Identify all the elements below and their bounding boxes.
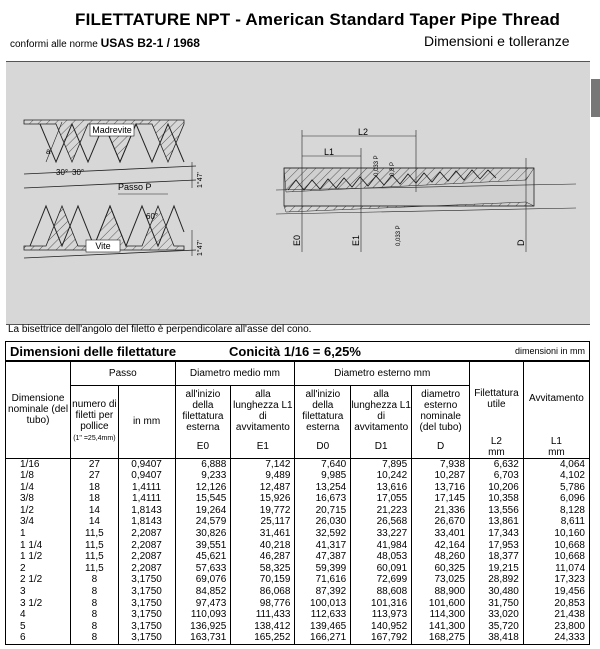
table-cell: 28,892 bbox=[470, 574, 524, 586]
table-cell: 114,300 bbox=[412, 609, 470, 621]
table-row bbox=[6, 505, 590, 517]
label-taper1: 1°47' bbox=[197, 172, 204, 188]
table-cell: 1,4111 bbox=[118, 482, 175, 494]
sym-l1-cell bbox=[523, 436, 589, 459]
unit-l2: mm bbox=[488, 446, 505, 458]
table-cell: 138,412 bbox=[231, 621, 295, 633]
table-cell: 42,164 bbox=[412, 540, 470, 552]
table-cell: 3,1750 bbox=[118, 586, 175, 598]
table-cell: 21,438 bbox=[523, 609, 589, 621]
table-row bbox=[6, 470, 590, 482]
sym-l1: L1 bbox=[550, 435, 562, 447]
table-cell: 86,068 bbox=[231, 586, 295, 598]
table-cell: 6,632 bbox=[470, 458, 524, 470]
table-cell: 84,852 bbox=[175, 586, 231, 598]
table-cell: 0,9407 bbox=[118, 458, 175, 470]
sym-d0: D0 bbox=[295, 436, 351, 459]
table-cell: 110,093 bbox=[175, 609, 231, 621]
label-l1: L1 bbox=[324, 147, 335, 157]
table-cell: 70,159 bbox=[231, 574, 295, 586]
table-cell: 87,392 bbox=[295, 586, 351, 598]
table-cell: 98,776 bbox=[231, 598, 295, 610]
table-cell: 3,1750 bbox=[118, 609, 175, 621]
col-e0-desc: all'inizio della filettatura esterna bbox=[175, 386, 231, 436]
table-cell: 33,020 bbox=[470, 609, 524, 621]
label-p2: 0,8 P bbox=[390, 161, 396, 176]
table-cell: 12,487 bbox=[231, 482, 295, 494]
table-cell: 1/4 bbox=[6, 482, 71, 494]
table-cell: 72,699 bbox=[351, 574, 412, 586]
table-cell: 139,465 bbox=[295, 621, 351, 633]
table-row bbox=[6, 621, 590, 633]
table-cell: 27 bbox=[71, 470, 119, 482]
table-cell: 18 bbox=[71, 482, 119, 494]
table-cell: 45,621 bbox=[175, 551, 231, 563]
table-cell: 17,343 bbox=[470, 528, 524, 540]
table-cell: 41,984 bbox=[351, 540, 412, 552]
label-taper2: 1°47' bbox=[197, 240, 204, 256]
table-body bbox=[6, 458, 590, 645]
col-filettatura-utile: Filettatura utile bbox=[470, 362, 524, 436]
table-cell: 11,5 bbox=[71, 563, 119, 575]
col-passo: Passo bbox=[71, 362, 175, 386]
col-numero-filetti bbox=[71, 386, 119, 459]
table-cell: 14 bbox=[71, 516, 119, 528]
table-cell: 23,800 bbox=[523, 621, 589, 633]
table-row bbox=[6, 574, 590, 586]
table-cell: 4,064 bbox=[523, 458, 589, 470]
table-cell: 20,715 bbox=[295, 505, 351, 517]
table-cell: 38,418 bbox=[470, 632, 524, 644]
table-cell: 3 1/2 bbox=[6, 598, 71, 610]
table-cell: 1 1/4 bbox=[6, 540, 71, 552]
table-cell: 2,2087 bbox=[118, 563, 175, 575]
table-cell: 25,117 bbox=[231, 516, 295, 528]
table-cell: 35,720 bbox=[470, 621, 524, 633]
table-cell: 57,633 bbox=[175, 563, 231, 575]
table-cell: 140,952 bbox=[351, 621, 412, 633]
table-cell: 9,233 bbox=[175, 470, 231, 482]
table-cell: 26,568 bbox=[351, 516, 412, 528]
col-e1-desc: alla lunghezza L1 di avvitamento bbox=[231, 386, 295, 436]
label-d: D bbox=[516, 239, 526, 246]
table-cell: 136,925 bbox=[175, 621, 231, 633]
table-cell: 1 bbox=[6, 528, 71, 540]
table-cell: 2,2087 bbox=[118, 528, 175, 540]
label-passo: Passo P bbox=[118, 182, 152, 192]
table-cell: 113,973 bbox=[351, 609, 412, 621]
table-cell: 19,772 bbox=[231, 505, 295, 517]
sym-d: D bbox=[412, 436, 470, 459]
col-avvitamento: Avvitamento bbox=[523, 362, 589, 436]
table-cell: 30,826 bbox=[175, 528, 231, 540]
table-cell: 168,275 bbox=[412, 632, 470, 644]
inch-note: (1" =25,4mm) bbox=[73, 435, 116, 443]
norm-prefix: conformi alle norme bbox=[10, 39, 98, 50]
table-cell: 166,271 bbox=[295, 632, 351, 644]
table-cell: 18 bbox=[71, 493, 119, 505]
table-cell: 1/16 bbox=[6, 458, 71, 470]
norm-reference bbox=[10, 36, 200, 50]
table-cell: 112,633 bbox=[295, 609, 351, 621]
label-madrevite: Madrevite bbox=[92, 125, 132, 135]
table-cell: 6,703 bbox=[470, 470, 524, 482]
table-cell: 1,8143 bbox=[118, 505, 175, 517]
sym-d1: D1 bbox=[351, 436, 412, 459]
table-cell: 88,900 bbox=[412, 586, 470, 598]
table-cell: 58,325 bbox=[231, 563, 295, 575]
bisector-note: La bisettrice dell'angolo del filetto è perpendicolare all'asse del cono. bbox=[8, 324, 312, 335]
table-cell: 69,076 bbox=[175, 574, 231, 586]
table-cell: 13,861 bbox=[470, 516, 524, 528]
table-cell: 3,1750 bbox=[118, 598, 175, 610]
label-vite: Vite bbox=[95, 241, 111, 251]
table-cell: 8 bbox=[71, 598, 119, 610]
table-cell: 5,786 bbox=[523, 482, 589, 494]
label-l2: L2 bbox=[358, 127, 369, 137]
table-cell: 13,254 bbox=[295, 482, 351, 494]
table-cell: 17,145 bbox=[412, 493, 470, 505]
table-cell: 27 bbox=[71, 458, 119, 470]
label-e1: E1 bbox=[351, 234, 361, 246]
label-angle30b: 30° bbox=[72, 168, 85, 177]
table-cell: 26,670 bbox=[412, 516, 470, 528]
table-cell: 26,030 bbox=[295, 516, 351, 528]
table-cell: 2,2087 bbox=[118, 540, 175, 552]
table-cell: 60,091 bbox=[351, 563, 412, 575]
table-cell: 7,895 bbox=[351, 458, 412, 470]
table-cell: 3/4 bbox=[6, 516, 71, 528]
numero-filetti-label: numero di filetti per pollice bbox=[72, 399, 117, 433]
col-in-mm: in mm bbox=[118, 386, 175, 459]
table-cell: 100,013 bbox=[295, 598, 351, 610]
table-cell: 5 bbox=[6, 621, 71, 633]
page-title: FILETTATURE NPT - American Standard Taper Pipe Thread bbox=[75, 10, 561, 29]
table-cell: 19,264 bbox=[175, 505, 231, 517]
label-p3: 0,033 P bbox=[396, 225, 402, 246]
table-cell: 46,287 bbox=[231, 551, 295, 563]
table-cell: 88,608 bbox=[351, 586, 412, 598]
table-cell: 32,592 bbox=[295, 528, 351, 540]
table-title-bar bbox=[5, 341, 590, 361]
thread-drawing bbox=[6, 61, 590, 325]
table-cell: 4 bbox=[6, 609, 71, 621]
table-row bbox=[6, 540, 590, 552]
col-dim-nominale: Dimensione nominale (del tubo) bbox=[6, 362, 71, 459]
table-cell: 2,2087 bbox=[118, 551, 175, 563]
table-cell: 8 bbox=[71, 632, 119, 644]
sym-e0: E0 bbox=[175, 436, 231, 459]
table-cell: 19,215 bbox=[470, 563, 524, 575]
table-cell: 3/8 bbox=[6, 493, 71, 505]
table-cell: 24,333 bbox=[523, 632, 589, 644]
table-cell: 7,142 bbox=[231, 458, 295, 470]
table-cell: 13,556 bbox=[470, 505, 524, 517]
table-cell: 141,300 bbox=[412, 621, 470, 633]
table-cell: 4,102 bbox=[523, 470, 589, 482]
table-cell: 31,461 bbox=[231, 528, 295, 540]
table-cell: 10,160 bbox=[523, 528, 589, 540]
table-cell: 30,480 bbox=[470, 586, 524, 598]
table-title: Dimensioni delle filettature bbox=[10, 344, 177, 359]
table-cell: 47,387 bbox=[295, 551, 351, 563]
sym-e1: E1 bbox=[231, 436, 295, 459]
table-cell: 111,433 bbox=[231, 609, 295, 621]
label-e0: E0 bbox=[292, 234, 302, 246]
table-row bbox=[6, 493, 590, 505]
table-cell: 18,377 bbox=[470, 551, 524, 563]
table-cell: 10,206 bbox=[470, 482, 524, 494]
conicity-label: Conicità 1/16 = 6,25% bbox=[229, 344, 361, 359]
page-tab-marker bbox=[591, 79, 600, 117]
table-cell: 1/2 bbox=[6, 505, 71, 517]
table-cell: 3,1750 bbox=[118, 574, 175, 586]
table-cell: 60,325 bbox=[412, 563, 470, 575]
table-cell: 59,399 bbox=[295, 563, 351, 575]
table-cell: 1/8 bbox=[6, 470, 71, 482]
label-p1: 0,033 P bbox=[374, 155, 380, 176]
table-cell: 14 bbox=[71, 505, 119, 517]
table-cell: 48,053 bbox=[351, 551, 412, 563]
table-cell: 2 1/2 bbox=[6, 574, 71, 586]
table-cell: 3,1750 bbox=[118, 632, 175, 644]
table-cell: 10,358 bbox=[470, 493, 524, 505]
table-cell: 167,792 bbox=[351, 632, 412, 644]
table-cell: 11,5 bbox=[71, 528, 119, 540]
table-cell: 1 1/2 bbox=[6, 551, 71, 563]
table-row bbox=[6, 482, 590, 494]
table-cell: 21,223 bbox=[351, 505, 412, 517]
table-cell: 40,218 bbox=[231, 540, 295, 552]
table-cell: 24,579 bbox=[175, 516, 231, 528]
table-cell: 6,096 bbox=[523, 493, 589, 505]
table-cell: 16,673 bbox=[295, 493, 351, 505]
table-row bbox=[6, 458, 590, 470]
table-cell: 15,545 bbox=[175, 493, 231, 505]
table-cell: 11,5 bbox=[71, 540, 119, 552]
table-cell: 17,055 bbox=[351, 493, 412, 505]
table-row bbox=[6, 516, 590, 528]
table-cell: 10,287 bbox=[412, 470, 470, 482]
table-cell: 8,611 bbox=[523, 516, 589, 528]
unit-l1: mm bbox=[548, 446, 565, 458]
table-cell: 9,985 bbox=[295, 470, 351, 482]
page-subtitle: Dimensioni e tolleranze bbox=[424, 33, 570, 49]
table-cell: 15,926 bbox=[231, 493, 295, 505]
table-cell: 17,953 bbox=[470, 540, 524, 552]
table-cell: 8 bbox=[71, 609, 119, 621]
table-cell: 101,600 bbox=[412, 598, 470, 610]
table-cell: 20,853 bbox=[523, 598, 589, 610]
page-header bbox=[0, 0, 600, 60]
table-cell: 11,5 bbox=[71, 551, 119, 563]
table-cell: 13,616 bbox=[351, 482, 412, 494]
table-row bbox=[6, 528, 590, 540]
table-cell: 165,252 bbox=[231, 632, 295, 644]
table-cell: 3 bbox=[6, 586, 71, 598]
table-cell: 163,731 bbox=[175, 632, 231, 644]
table-cell: 10,668 bbox=[523, 551, 589, 563]
col-d1-desc: alla lunghezza L1 di avvitamento bbox=[351, 386, 412, 436]
table-cell: 41,317 bbox=[295, 540, 351, 552]
col-diam-medio: Diametro medio mm bbox=[175, 362, 295, 386]
table-cell: 19,456 bbox=[523, 586, 589, 598]
table-cell: 10,668 bbox=[523, 540, 589, 552]
table-cell: 8 bbox=[71, 586, 119, 598]
table-cell: 33,227 bbox=[351, 528, 412, 540]
sym-l2: L2 bbox=[490, 435, 502, 447]
table-cell: 8 bbox=[71, 574, 119, 586]
label-angle-a: a bbox=[46, 147, 51, 156]
norm-code: USAS B2-1 / 1968 bbox=[100, 36, 200, 50]
table-cell: 10,242 bbox=[351, 470, 412, 482]
col-d-desc: diametro esterno nominale (del tubo) bbox=[412, 386, 470, 436]
table-row bbox=[6, 609, 590, 621]
table-row bbox=[6, 586, 590, 598]
units-label: dimensioni in mm bbox=[514, 346, 585, 356]
table-row bbox=[6, 563, 590, 575]
table-cell: 101,316 bbox=[351, 598, 412, 610]
table-cell: 3,1750 bbox=[118, 621, 175, 633]
table-cell: 2 bbox=[6, 563, 71, 575]
col-diam-esterno: Diametro esterno mm bbox=[295, 362, 470, 386]
table-cell: 73,025 bbox=[412, 574, 470, 586]
table-row bbox=[6, 598, 590, 610]
thread-dimensions-table bbox=[5, 361, 590, 645]
table-cell: 0,9407 bbox=[118, 470, 175, 482]
table-cell: 97,473 bbox=[175, 598, 231, 610]
table-row bbox=[6, 551, 590, 563]
table-cell: 6,888 bbox=[175, 458, 231, 470]
table-cell: 71,616 bbox=[295, 574, 351, 586]
table-cell: 1,4111 bbox=[118, 493, 175, 505]
label-angle60: 60° bbox=[146, 212, 159, 221]
table-cell: 7,938 bbox=[412, 458, 470, 470]
table-cell: 21,336 bbox=[412, 505, 470, 517]
table-cell: 9,489 bbox=[231, 470, 295, 482]
table-row bbox=[6, 632, 590, 644]
table-cell: 33,401 bbox=[412, 528, 470, 540]
table-cell: 11,074 bbox=[523, 563, 589, 575]
table-cell: 12,126 bbox=[175, 482, 231, 494]
col-d0-desc: all'inizio della filettatura esterna bbox=[295, 386, 351, 436]
table-cell: 13,716 bbox=[412, 482, 470, 494]
table-cell: 17,323 bbox=[523, 574, 589, 586]
table-cell: 31,750 bbox=[470, 598, 524, 610]
thread-diagram bbox=[6, 62, 590, 324]
sym-l2-cell bbox=[470, 436, 524, 459]
table-cell: 48,260 bbox=[412, 551, 470, 563]
table-cell: 1,8143 bbox=[118, 516, 175, 528]
table-cell: 8 bbox=[71, 621, 119, 633]
table-cell: 7,640 bbox=[295, 458, 351, 470]
label-angle30a: 30° bbox=[56, 168, 69, 177]
table-cell: 6 bbox=[6, 632, 71, 644]
table-cell: 39,551 bbox=[175, 540, 231, 552]
table-cell: 8,128 bbox=[523, 505, 589, 517]
